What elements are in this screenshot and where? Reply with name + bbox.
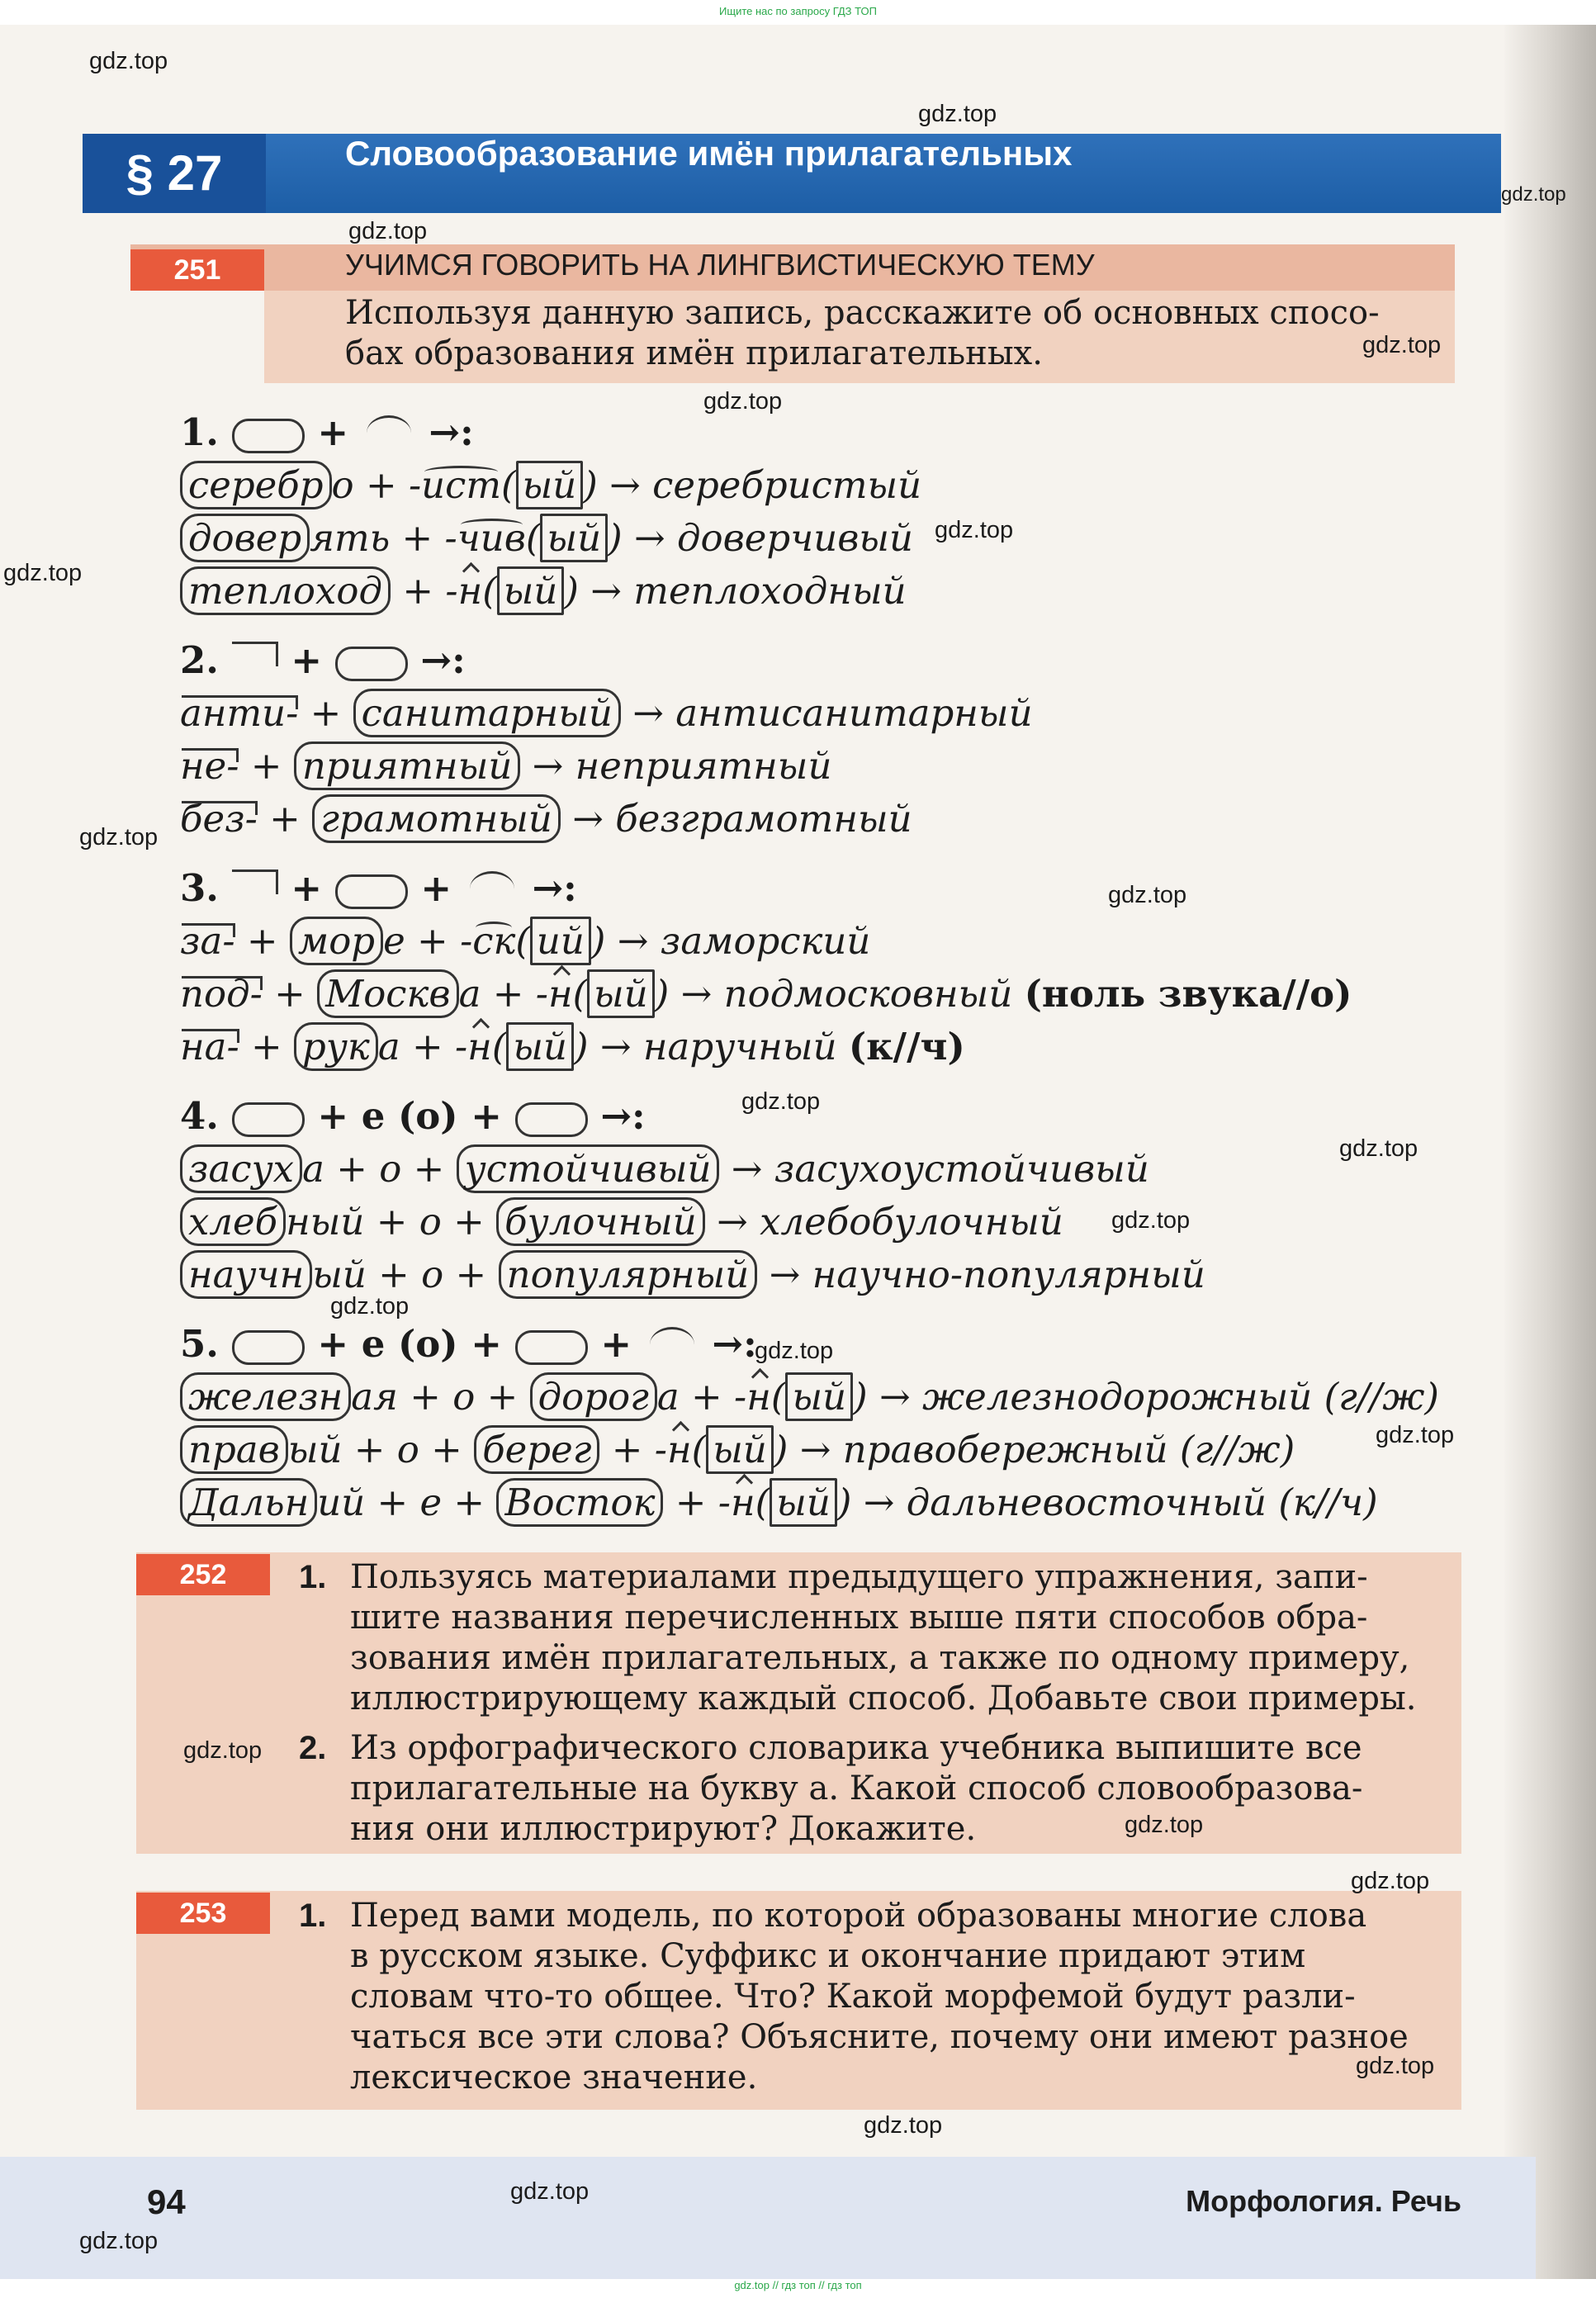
root: дорог <box>530 1372 657 1421</box>
root-box-icon <box>335 647 408 681</box>
connector: а + - <box>458 972 548 1016</box>
watermark: gdz.top <box>330 1293 410 1320</box>
arrow: →: <box>420 638 466 682</box>
task-line: Пользуясь материалами предыдущего упражнения, запи- <box>350 1558 1368 1596</box>
watermark: gdz.top <box>89 48 168 74</box>
result-word: → теплоходный <box>590 569 907 613</box>
exercise-253-number: 253 <box>136 1893 270 1934</box>
watermark: gdz.top <box>918 101 997 127</box>
exercise-252-number: 252 <box>136 1554 270 1595</box>
connector: ий + е + <box>317 1481 485 1524</box>
root-box-icon <box>515 1330 588 1365</box>
task-line: Из орфографического словарика учебника выпишите все <box>350 1729 1362 1767</box>
task-line: ния они иллюстрируют? Докажите. <box>350 1810 977 1848</box>
ending: ый <box>497 566 565 615</box>
result-word: → засухоустойчивый <box>731 1147 1149 1191</box>
plus-sign: + <box>291 638 323 682</box>
task-line: лексическое значение. <box>350 2059 758 2097</box>
result-word: → железнодорожный <box>879 1375 1313 1419</box>
result-word: → подмосковный <box>680 972 1013 1016</box>
suffix: н <box>730 1481 755 1524</box>
arrow: →: <box>600 1094 646 1138</box>
scheme-5-header <box>180 1321 757 1367</box>
ending: ый <box>516 461 584 509</box>
task-line: иллюстрирующему каждый способ. Добавьте свои примеры. <box>350 1680 1417 1718</box>
connector: а + о + <box>302 1147 445 1191</box>
prefix: под- <box>180 972 263 1016</box>
suffix-mark-icon <box>465 869 519 894</box>
connector: ая + о + <box>351 1375 519 1419</box>
root: прав <box>180 1425 288 1474</box>
root-box-icon <box>232 1102 305 1137</box>
root-box-icon <box>232 1330 305 1365</box>
top-note: Ищите нас по запросу ГДЗ ТОП <box>719 5 877 17</box>
prefix: за- <box>180 919 235 963</box>
page-number: 94 <box>147 2182 186 2221</box>
exercise-251-instruction <box>345 293 1443 374</box>
watermark: gdz.top <box>1501 183 1566 206</box>
watermark: gdz.top <box>1108 882 1187 908</box>
task-line: шите названия перечисленных выше пяти способов обра- <box>350 1599 1368 1637</box>
result-word: → хлебобулочный <box>717 1200 1063 1244</box>
ending: ый <box>506 1022 574 1071</box>
result-word: → научно-популярный <box>769 1253 1205 1296</box>
suffix: ист <box>421 463 502 507</box>
root-box-icon <box>335 874 408 909</box>
connector: + - <box>611 1428 667 1471</box>
result-word: → антисанитарный <box>632 691 1033 735</box>
connector: + - <box>675 1481 731 1524</box>
suffix-mark-icon <box>645 1325 699 1350</box>
root: научн <box>180 1250 312 1299</box>
root: Дальн <box>180 1478 317 1527</box>
suffix: н <box>667 1428 692 1471</box>
watermark: gdz.top <box>864 2112 943 2139</box>
example-row: прав ый + о + берег + -н( ый ) → правобережный (г//ж) <box>180 1427 1295 1473</box>
example-row <box>180 1252 1205 1298</box>
task-number: 2. <box>299 1730 327 1766</box>
root: хлеб <box>180 1197 286 1246</box>
result-word: → безграмотный <box>572 797 912 841</box>
root: Восток <box>496 1478 663 1527</box>
root: грамотный <box>312 794 561 843</box>
root: засух <box>180 1144 302 1193</box>
watermark: gdz.top <box>755 1338 834 1364</box>
result-word: → наручный <box>599 1025 837 1068</box>
root: серебр <box>180 461 332 509</box>
example-row <box>180 1146 1149 1192</box>
connector: о + - <box>331 463 422 507</box>
root: железн <box>180 1372 351 1421</box>
connecting-vowel: + е (о) + <box>317 1094 502 1138</box>
watermark: gdz.top <box>741 1088 821 1115</box>
ending: ый <box>540 514 608 562</box>
ending: ый <box>770 1478 837 1527</box>
scheme-1-header <box>180 410 474 456</box>
root: устойчивый <box>457 1144 720 1193</box>
arrow: →: <box>532 866 577 910</box>
connector: ять + - <box>310 516 457 560</box>
plus-sign: + <box>600 1322 632 1366</box>
result-word: → дальневосточный <box>863 1481 1267 1524</box>
connector: а + - <box>656 1375 747 1419</box>
watermark: gdz.top <box>1356 2053 1435 2079</box>
root: Москв <box>317 969 458 1018</box>
root: популярный <box>499 1250 758 1299</box>
prefix: анти- <box>180 691 299 735</box>
watermark: gdz.top <box>183 1737 263 1764</box>
result-word: → доверчивый <box>633 516 914 560</box>
instruction-line: Используя данную запись, расскажите об основных спосо- <box>345 294 1380 332</box>
example-row: анти- + санитарный → антисанитарный <box>180 690 1033 737</box>
root: санитарный <box>353 689 621 737</box>
prefix: без- <box>180 797 258 841</box>
scheme-number: 4. <box>180 1094 219 1138</box>
watermark: gdz.top <box>935 517 1014 543</box>
example-row: серебр о + -ист( ый ) → серебристый <box>180 462 921 509</box>
arrow: →: <box>429 410 474 454</box>
root: рук <box>294 1022 378 1071</box>
example-row <box>180 1199 1063 1245</box>
result-word: → серебристый <box>609 463 922 507</box>
instruction-line: бах образования имён прилагательных. <box>345 334 1043 372</box>
connector: е + - <box>383 919 473 963</box>
bottom-note: gdz.top // гдз топ // гдз топ <box>734 2279 862 2291</box>
exercise-253-task-1 <box>299 1896 1448 2098</box>
connecting-vowel: + е (о) + <box>317 1322 502 1366</box>
result-word: → правобережный <box>799 1428 1168 1471</box>
section-title: Словообразование имён прилагательных <box>345 134 1073 173</box>
prefix-mark-icon <box>232 642 278 666</box>
scheme-number: 5. <box>180 1322 219 1366</box>
ending: ый <box>587 969 655 1018</box>
ending: ый <box>706 1425 774 1474</box>
watermark: gdz.top <box>1111 1207 1191 1234</box>
prefix: не- <box>180 744 239 788</box>
suffix: н <box>457 569 483 613</box>
prefix-mark-icon <box>232 869 278 894</box>
example-row: довер ять + -чив( ый ) → доверчивый <box>180 515 913 561</box>
watermark: gdz.top <box>1125 1812 1204 1838</box>
plus-sign: + <box>291 866 323 910</box>
root: берег <box>474 1425 599 1474</box>
example-row: железн ая + о + дорог а + -н( ый ) → железнодорожный (г//ж) <box>180 1374 1439 1420</box>
ending: ий <box>530 917 591 965</box>
scheme-2-header <box>180 637 466 684</box>
watermark: gdz.top <box>79 824 159 850</box>
root: довер <box>180 514 310 562</box>
root-box-icon <box>232 419 305 453</box>
root: мор <box>290 917 383 965</box>
suffix-mark-icon <box>362 414 416 438</box>
connector: ый + о + <box>287 1428 462 1471</box>
connector: ный + о + <box>286 1200 485 1244</box>
watermark: gdz.top <box>1362 332 1442 358</box>
alternation-note: (к//ч) <box>848 1025 965 1068</box>
watermark: gdz.top <box>3 560 83 586</box>
exercise-252-task-2 <box>299 1728 1448 1850</box>
exercise-252-task-1 <box>299 1557 1448 1719</box>
footer-title: Морфология. Речь <box>1186 2184 1461 2218</box>
scheme-4-header <box>180 1093 646 1140</box>
alternation-note: (г//ж) <box>1179 1428 1295 1471</box>
exercise-251-number: 251 <box>130 249 264 291</box>
task-line: словам что-то общее. Что? Какой морфемой будут разли- <box>350 1978 1356 2016</box>
scheme-number: 2. <box>180 638 219 682</box>
watermark: gdz.top <box>348 218 428 244</box>
result-word: → заморский <box>617 919 871 963</box>
task-number: 1. <box>299 1559 327 1595</box>
result-word: → неприятный <box>532 744 832 788</box>
section-header <box>83 134 1501 213</box>
alternation-note: (к//ч) <box>1278 1481 1378 1524</box>
connector: а + - <box>377 1025 468 1068</box>
exercise-251-heading: УЧИМСЯ ГОВОРИТЬ НА ЛИНГВИСТИЧЕСКУЮ ТЕМУ <box>345 248 1095 282</box>
watermark: gdz.top <box>1351 1868 1430 1894</box>
watermark: gdz.top <box>510 2178 590 2205</box>
page-spine <box>1504 25 1596 2279</box>
task-line: в русском языке. Суффикс и окончание придают этим <box>350 1937 1306 1975</box>
connector: ый + о + <box>312 1253 487 1296</box>
example-row: за- + мор е + -ск( ий ) → заморский <box>180 918 870 964</box>
suffix: чив <box>457 516 526 560</box>
suffix: н <box>547 972 573 1016</box>
suffix: н <box>746 1375 771 1419</box>
task-line: прилагательные на букву а. Какой способ словообразова- <box>350 1770 1363 1808</box>
alternation-note: (ноль звука//о) <box>1024 972 1352 1016</box>
root: булочный <box>496 1197 705 1246</box>
root: теплоход <box>180 566 391 615</box>
example-row: без- + грамотный → безграмотный <box>180 796 912 842</box>
alternation-note: (г//ж) <box>1324 1375 1439 1419</box>
example-row: теплоход + -н( ый ) → теплоходный <box>180 568 907 614</box>
example-row: Дальн ий + е + Восток + -н( ый ) → дальневосточный (к//ч) <box>180 1480 1378 1526</box>
example-row: не- + приятный → неприятный <box>180 743 831 789</box>
scheme-number: 3. <box>180 866 219 910</box>
example-row: на- + рук а + -н( ый ) → наручный (к//ч) <box>180 1024 965 1070</box>
connector: + - <box>402 569 458 613</box>
example-row: под- + Москв а + -н( ый ) → подмосковный (ноль звука//о) <box>180 971 1352 1017</box>
watermark: gdz.top <box>79 2228 159 2254</box>
prefix: на- <box>180 1025 239 1068</box>
task-line: зования имён прилагательных, а также по одному примеру, <box>350 1639 1410 1677</box>
section-number: § 27 <box>83 134 266 213</box>
watermark: gdz.top <box>1376 1422 1455 1448</box>
watermark: gdz.top <box>703 388 783 415</box>
scheme-3-header <box>180 865 577 912</box>
suffix: н <box>467 1025 492 1068</box>
watermark: gdz.top <box>1339 1135 1418 1162</box>
root-box-icon <box>515 1102 588 1137</box>
task-line: Перед вами модель, по которой образованы многие слова <box>350 1897 1367 1935</box>
task-number: 1. <box>299 1898 327 1934</box>
suffix: ск <box>472 919 516 963</box>
arrow: →: <box>712 1322 757 1366</box>
scheme-number: 1. <box>180 410 219 454</box>
ending: ый <box>785 1372 853 1421</box>
plus-sign: + <box>420 866 452 910</box>
task-line: чаться все эти слова? Объясните, почему они имеют разное <box>350 2018 1409 2056</box>
root: приятный <box>294 742 521 790</box>
plus-sign: + <box>317 410 349 454</box>
